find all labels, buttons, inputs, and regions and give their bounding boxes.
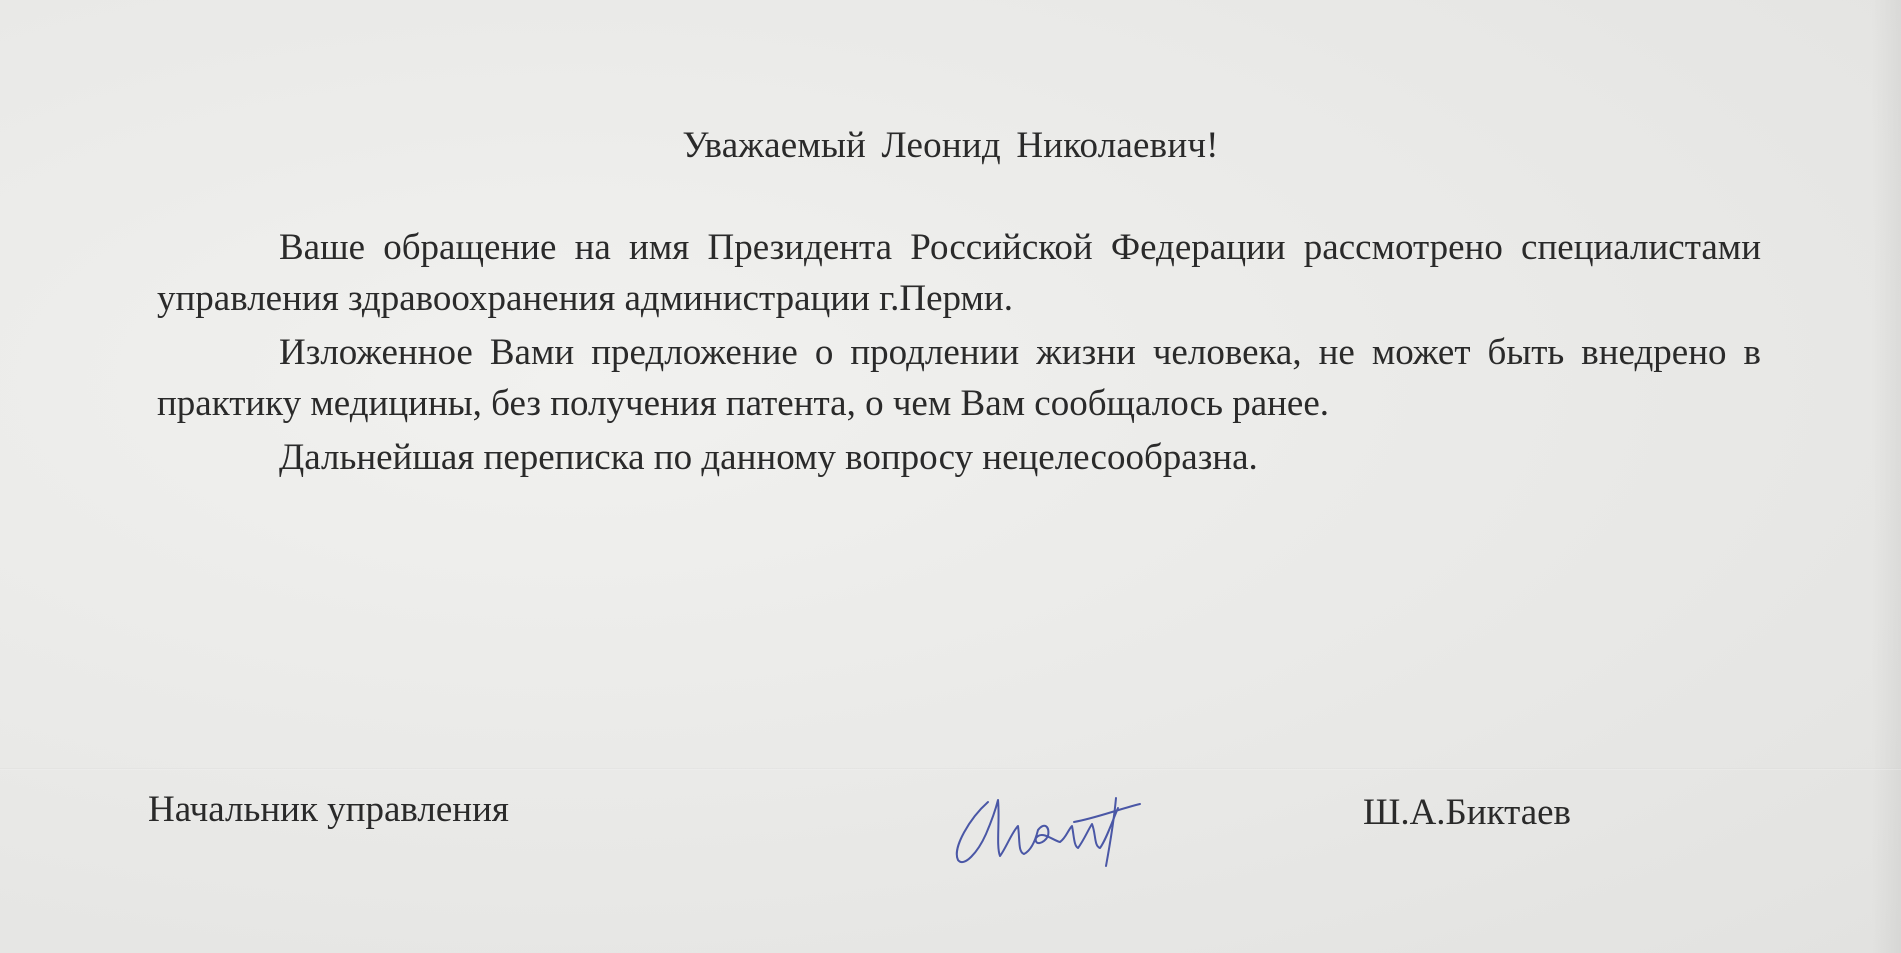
paragraph-2: Изложенное Вами предложение о продлении жизни человека, не может быть внедрено в практику медицины, без получения патента, о чем Вам сообщалось ранее. (157, 332, 1761, 424)
paragraph-1: Ваше обращение на имя Президента Российской Федерации рассмотрено специалистами управления здравоохранения администрации г.Перми. (157, 227, 1761, 319)
letter-body (157, 222, 1761, 486)
letter-greeting: Уважаемый Леонид Николаевич! (682, 125, 1219, 166)
signatory-name: Ш.А.Биктаев (1363, 792, 1572, 833)
paragraph-3: Дальнейшая переписка по данному вопросу нецелесообразна. (279, 437, 1258, 478)
handwritten-signature (940, 760, 1160, 880)
signatory-title: Начальник управления (148, 789, 509, 830)
